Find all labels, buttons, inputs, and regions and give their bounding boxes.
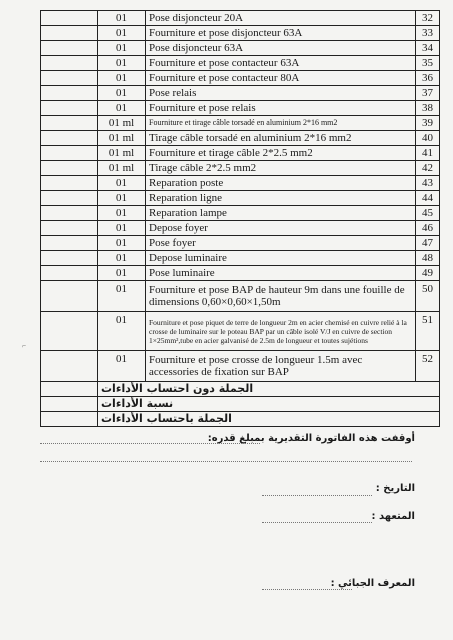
item-number-cell: 37 bbox=[416, 86, 440, 101]
tax-rate-row bbox=[41, 397, 440, 412]
quantity-cell: 01 bbox=[98, 56, 146, 71]
quantity-cell: 01 bbox=[98, 71, 146, 86]
quantity-cell: 01 bbox=[98, 26, 146, 41]
description-cell: Pose luminaire bbox=[146, 266, 416, 281]
quantity-cell: 01 bbox=[98, 176, 146, 191]
description-cell: Pose foyer bbox=[146, 236, 416, 251]
description-cell: Fourniture et pose relais bbox=[146, 101, 416, 116]
quantity-cell: 01 bbox=[98, 41, 146, 56]
item-number-cell: 36 bbox=[416, 71, 440, 86]
item-number-cell: 39 bbox=[416, 116, 440, 131]
total-ttc-row bbox=[41, 412, 440, 427]
description-cell: Fourniture et tirage câble torsadé en aluminium 2*16 mm2 bbox=[146, 116, 416, 131]
contractor-line bbox=[262, 522, 372, 523]
quantity-cell: 01 ml bbox=[98, 131, 146, 146]
item-number-cell: 45 bbox=[416, 206, 440, 221]
item-number-cell: 44 bbox=[416, 191, 440, 206]
quantity-cell: 01 bbox=[98, 221, 146, 236]
item-number-cell: 51 bbox=[416, 312, 440, 351]
description-cell: Reparation ligne bbox=[146, 191, 416, 206]
table-row bbox=[41, 146, 440, 161]
quantity-cell: 01 bbox=[98, 312, 146, 351]
total-ttc-value bbox=[41, 412, 98, 427]
table-row bbox=[41, 191, 440, 206]
item-number-cell: 38 bbox=[416, 101, 440, 116]
tax-rate-value bbox=[41, 397, 98, 412]
quantity-cell: 01 ml bbox=[98, 116, 146, 131]
table-row bbox=[41, 131, 440, 146]
table-row bbox=[41, 71, 440, 86]
description-cell: Fourniture et pose contacteur 80A bbox=[146, 71, 416, 86]
description-cell: Depose foyer bbox=[146, 221, 416, 236]
quantity-cell: 01 bbox=[98, 266, 146, 281]
price-cell bbox=[41, 131, 98, 146]
description-cell: Fourniture et pose crosse de longueur 1.5m avec accessories de fixation sur BAP bbox=[146, 351, 416, 382]
price-cell bbox=[41, 86, 98, 101]
table-row bbox=[41, 11, 440, 26]
description-cell: Fourniture et pose BAP de hauteur 9m dans une fouille de dimensions 0,60×0,60×1,50m bbox=[146, 281, 416, 312]
description-cell: Reparation lampe bbox=[146, 206, 416, 221]
item-number-cell: 35 bbox=[416, 56, 440, 71]
price-cell bbox=[41, 41, 98, 56]
item-number-cell: 40 bbox=[416, 131, 440, 146]
quantity-cell: 01 bbox=[98, 101, 146, 116]
table-row bbox=[41, 116, 440, 131]
quantity-cell: 01 ml bbox=[98, 146, 146, 161]
total-ht-value bbox=[41, 382, 98, 397]
table-row bbox=[41, 236, 440, 251]
table-row bbox=[41, 56, 440, 71]
table-row bbox=[41, 281, 440, 312]
item-number-cell: 41 bbox=[416, 146, 440, 161]
item-number-cell: 49 bbox=[416, 266, 440, 281]
quantity-cell: 01 bbox=[98, 351, 146, 382]
quantity-cell: 01 bbox=[98, 281, 146, 312]
table-body bbox=[41, 11, 440, 427]
item-number-cell: 33 bbox=[416, 26, 440, 41]
price-cell bbox=[41, 176, 98, 191]
price-cell bbox=[41, 236, 98, 251]
item-number-cell: 48 bbox=[416, 251, 440, 266]
date-line bbox=[262, 495, 372, 496]
item-number-cell: 47 bbox=[416, 236, 440, 251]
item-number-cell: 42 bbox=[416, 161, 440, 176]
description-cell: Fourniture et pose contacteur 63A bbox=[146, 56, 416, 71]
quantity-cell: 01 bbox=[98, 11, 146, 26]
price-cell bbox=[41, 26, 98, 41]
total-ht-row bbox=[41, 382, 440, 397]
quantity-cell: 01 bbox=[98, 236, 146, 251]
margin-mark: ⌐ bbox=[22, 342, 26, 350]
price-cell bbox=[41, 351, 98, 382]
table-row bbox=[41, 176, 440, 191]
table-row bbox=[41, 251, 440, 266]
price-cell bbox=[41, 56, 98, 71]
amount-line-2 bbox=[40, 461, 412, 462]
description-cell: Tirage câble 2*2.5 mm2 bbox=[146, 161, 416, 176]
quantity-cell: 01 bbox=[98, 251, 146, 266]
quantity-cell: 01 bbox=[98, 86, 146, 101]
price-cell bbox=[41, 266, 98, 281]
description-cell: Depose luminaire bbox=[146, 251, 416, 266]
total-ht-label: الجملة دون احتساب الأداءات bbox=[98, 382, 440, 397]
price-cell bbox=[41, 312, 98, 351]
description-cell: Fourniture et pose disjoncteur 63A bbox=[146, 26, 416, 41]
price-cell bbox=[41, 191, 98, 206]
item-number-cell: 34 bbox=[416, 41, 440, 56]
total-ttc-label: الجملة باحتساب الأداءات bbox=[98, 412, 440, 427]
price-cell bbox=[41, 101, 98, 116]
quantity-cell: 01 bbox=[98, 191, 146, 206]
price-cell bbox=[41, 251, 98, 266]
price-cell bbox=[41, 116, 98, 131]
price-cell bbox=[41, 71, 98, 86]
description-cell: Tirage câble torsadé en aluminium 2*16 mm2 bbox=[146, 131, 416, 146]
item-number-cell: 43 bbox=[416, 176, 440, 191]
description-cell: Pose disjoncteur 20A bbox=[146, 11, 416, 26]
price-cell bbox=[41, 221, 98, 236]
item-number-cell: 52 bbox=[416, 351, 440, 382]
table-row bbox=[41, 101, 440, 116]
tax-rate-label: نسبة الأداءات bbox=[98, 397, 440, 412]
description-cell: Pose relais bbox=[146, 86, 416, 101]
table-row bbox=[41, 41, 440, 56]
price-cell bbox=[41, 161, 98, 176]
price-cell bbox=[41, 206, 98, 221]
tax-id-line bbox=[262, 589, 352, 590]
table-row bbox=[41, 206, 440, 221]
description-cell: Fourniture et pose piquet de terre de longueur 2m en acier chemisé en cuivre relié à la crosse de luminaire sur le poteau BAP par un câble isolé V/J en cuivre de section 1×25mm²,tube en acier galvanisé de 2.5m de longueur et toutes sujétions bbox=[146, 312, 416, 351]
item-number-cell: 46 bbox=[416, 221, 440, 236]
item-number-cell: 50 bbox=[416, 281, 440, 312]
table-row bbox=[41, 86, 440, 101]
description-cell: Fourniture et tirage câble 2*2.5 mm2 bbox=[146, 146, 416, 161]
table-row bbox=[41, 26, 440, 41]
table-row bbox=[41, 161, 440, 176]
price-cell bbox=[41, 11, 98, 26]
quantity-cell: 01 bbox=[98, 206, 146, 221]
table-row bbox=[41, 312, 440, 351]
amount-line bbox=[40, 443, 260, 444]
price-cell bbox=[41, 146, 98, 161]
description-cell: Reparation poste bbox=[146, 176, 416, 191]
price-cell bbox=[41, 281, 98, 312]
contractor-label: المتعهد : bbox=[371, 511, 415, 522]
tax-id-label: المعرف الجبائي : bbox=[330, 578, 415, 589]
table-row bbox=[41, 221, 440, 236]
date-label: التاريخ : bbox=[375, 483, 415, 494]
description-cell: Pose disjoncteur 63A bbox=[146, 41, 416, 56]
price-table bbox=[40, 10, 440, 427]
table-row bbox=[41, 351, 440, 382]
item-number-cell: 32 bbox=[416, 11, 440, 26]
amount-label: أوقفت هذه الفاتورة التقديرية بمبلغ قدره: bbox=[207, 433, 415, 444]
table-row bbox=[41, 266, 440, 281]
quantity-cell: 01 ml bbox=[98, 161, 146, 176]
